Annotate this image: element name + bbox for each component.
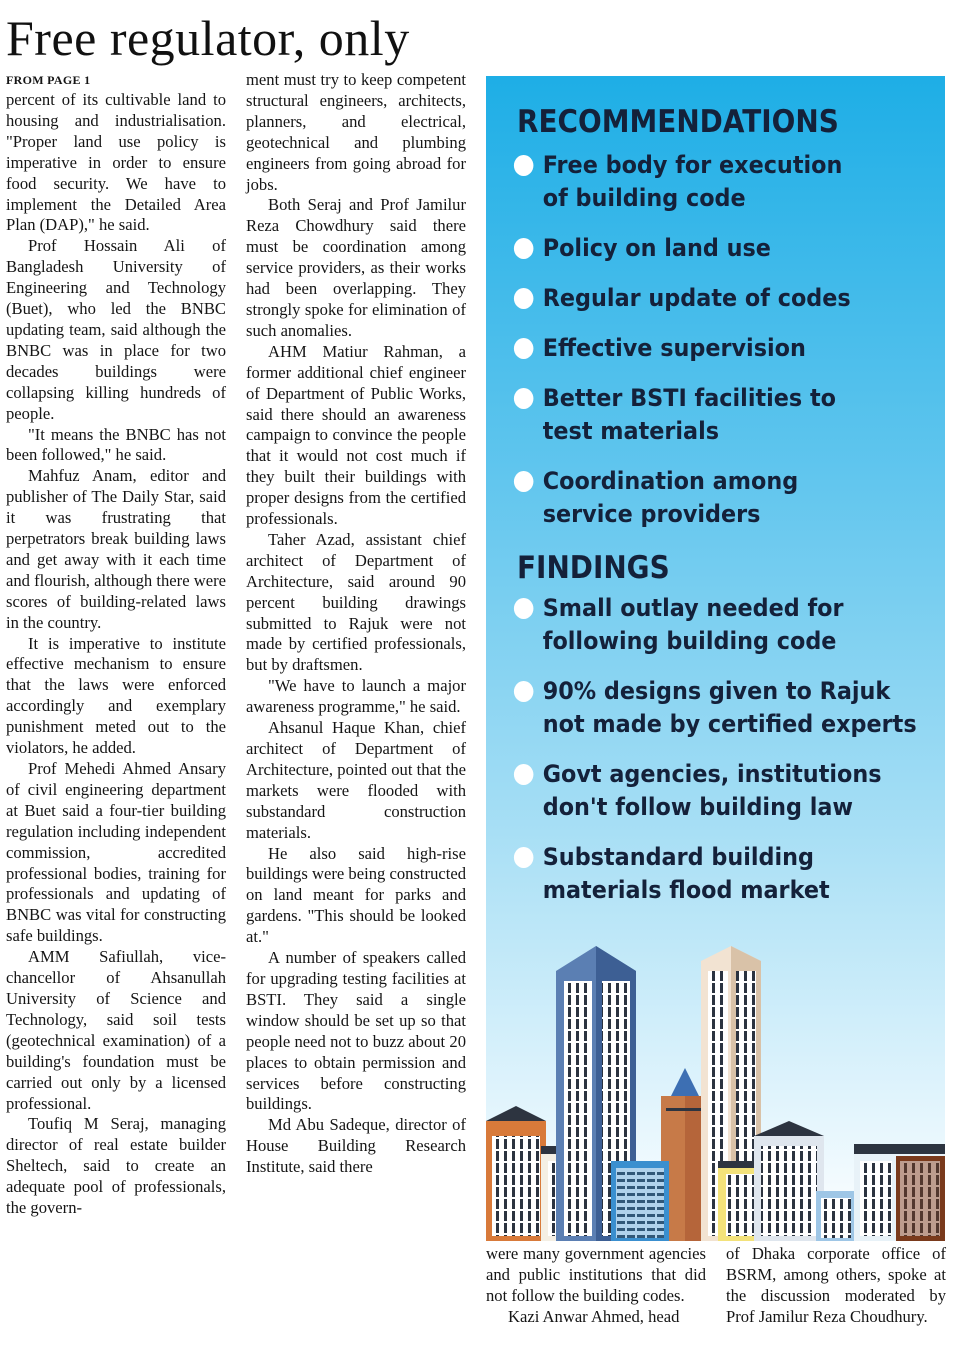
paragraph: of Dhaka corporate office of BSRM, among others, spoke at the discussion moderated by Prof Jamilur Reza Choudhury. [726, 1244, 946, 1326]
item-line: Govt agencies, institutions [542, 760, 882, 788]
headline: Free regulator, only [6, 10, 410, 66]
recommendations-findings-panel [486, 76, 945, 1241]
bullet-icon [514, 238, 534, 259]
bullet-icon [514, 681, 534, 702]
city-skyline-illustration [486, 946, 945, 1241]
bullet-icon [514, 847, 534, 868]
paragraph: percent of its cultivable land to housing and industrialisation. "Proper land use policy is imperative in order to ensure food security. We have to implement the Detailed Area Plan (DAP)," he said. [6, 90, 226, 235]
building-far-right [854, 1144, 945, 1241]
bullet-icon [514, 471, 534, 492]
item-line: Coordination among [542, 467, 799, 495]
article-column-2 [246, 70, 466, 1178]
paragraph: ment must try to keep competent structural engineers, architects, planners, and electrical, geotechnical and plumbing engineers from going abroad for jobs. [246, 70, 466, 194]
recommendation-item [486, 282, 851, 315]
paragraph: A number of speakers called for upgrading testing facilities at BSTI. They said a single window should be set up so that people need not to buzz about 20 places to obtain permission and services before constructing buildings. [246, 948, 466, 1114]
findings-list [486, 592, 945, 924]
paragraph: He also said high-rise buildings were being constructed on land meant for parks and gardens. "This should be looked at." [246, 843, 466, 947]
paragraph: Both Seraj and Prof Jamilur Reza Chowdhury said there must be coordination among service providers, as their works had been overlapping. They strongly spoke for elimination of such anomalies. [246, 195, 466, 340]
article-column-3 [486, 1244, 706, 1328]
continuation-kicker: FROM PAGE 1 [6, 73, 91, 87]
bullet-icon [514, 338, 534, 359]
recommendations-heading: RECOMMENDATIONS [517, 104, 839, 140]
item-line: don't follow building law [542, 793, 854, 821]
paragraph: It is imperative to institute effective mechanism to ensure that the laws were enforced accordingly and exemplary punishment meted out to the violators, he added. [6, 633, 226, 758]
item-line: Policy on land use [542, 234, 771, 262]
item-line: materials flood market [542, 876, 830, 904]
paragraph: Prof Mehedi Ahmed Ansary of civil engineering department at Buet said a four-tier building regulation including independent commission, accredited professional bodies, training for professionals and updating of BNBC was vital for constructing safe buildings. [6, 759, 226, 946]
paragraph: "It means the BNBC has not been followed," he said. [6, 424, 226, 465]
article-column-4 [726, 1244, 946, 1328]
item-line: Substandard building [542, 843, 815, 871]
bullet-icon [514, 388, 534, 409]
item-line: test materials [542, 417, 720, 445]
bullet-icon [514, 155, 534, 176]
item-line: Regular update of codes [542, 284, 851, 312]
bullet-icon [514, 764, 534, 785]
item-line: Small outlay needed for [542, 594, 844, 622]
recommendation-item [486, 382, 851, 448]
item-line: 90% designs given to Rajuk [542, 677, 891, 705]
bullet-icon [514, 288, 534, 309]
recommendations-list [486, 149, 878, 548]
paragraph: "We have to launch a major awareness programme," he said. [246, 676, 466, 717]
paragraph: were many government agencies and public institutions that did not follow the building codes. [486, 1244, 706, 1305]
article-column-1 [6, 70, 226, 1219]
paragraph: Ahsanul Haque Khan, chief architect of Department of Architecture, pointed out that the markets were flooded with substandard construction materials. [246, 718, 466, 842]
paragraph: Taher Azad, assistant chief architect of Department of Architecture, said around 90 percent building drawings submitted to Rajuk were not made by certified professionals, but by draftsmen. [246, 529, 466, 675]
building-right-grey [754, 1121, 824, 1241]
finding-item [486, 592, 917, 658]
paragraph: AHM Matiur Rahman, a former additional chief engineer of Department of Public Works, said there should an awareness campaign to convince the people that it would not cost much if they built their buildings with proper designs from the certified professionals. [246, 341, 466, 529]
paragraph: Prof Hossain Ali of Bangladesh University of Engineering and Technology (Buet), who led the BNBC updating team, said although the BNBC was in place for two decades buildings were collapsing killing hundreds of people. [6, 236, 226, 423]
findings-heading: FINDINGS [517, 550, 670, 586]
paragraph: Mahfuz Anam, editor and publisher of The Daily Star, said it was frustrating that perpetrators break building laws and get away with it each time and flourish, although there were scores of building-related laws in the country. [6, 466, 226, 632]
recommendation-item [486, 332, 851, 365]
recommendation-item [486, 232, 851, 265]
item-line: Free body for execution [542, 151, 843, 179]
paragraph: Md Abu Sadeque, director of House Building Research Institute, said there [246, 1115, 466, 1177]
finding-item [486, 841, 917, 907]
item-line: Effective supervision [542, 334, 806, 362]
paragraph: Kazi Anwar Ahmed, head [508, 1306, 680, 1326]
building-right-small-blue [816, 1191, 856, 1241]
item-line: following building code [542, 627, 837, 655]
paragraph: Toufiq M Seraj, managing director of real estate builder Sheltech, said to create an adequate pool of professionals, the govern- [6, 1114, 226, 1218]
building-blue-glass [611, 1161, 669, 1241]
finding-item [486, 758, 917, 824]
finding-item [486, 675, 917, 741]
paragraph: AMM Safiullah, vice-chancellor of Ahsanullah University of Science and Technology, said soil tests (geotechnical examination) of a building's foundation must be carried out only by a licensed professional. [6, 947, 226, 1113]
building-left-low [486, 1106, 546, 1241]
item-line: of building code [542, 184, 746, 212]
item-line: Better BSTI facilities to [542, 384, 836, 412]
item-line: service providers [542, 500, 761, 528]
recommendation-item [486, 465, 851, 531]
item-line: not made by certified experts [542, 710, 917, 738]
bullet-icon [514, 598, 534, 619]
recommendation-item [486, 149, 851, 215]
